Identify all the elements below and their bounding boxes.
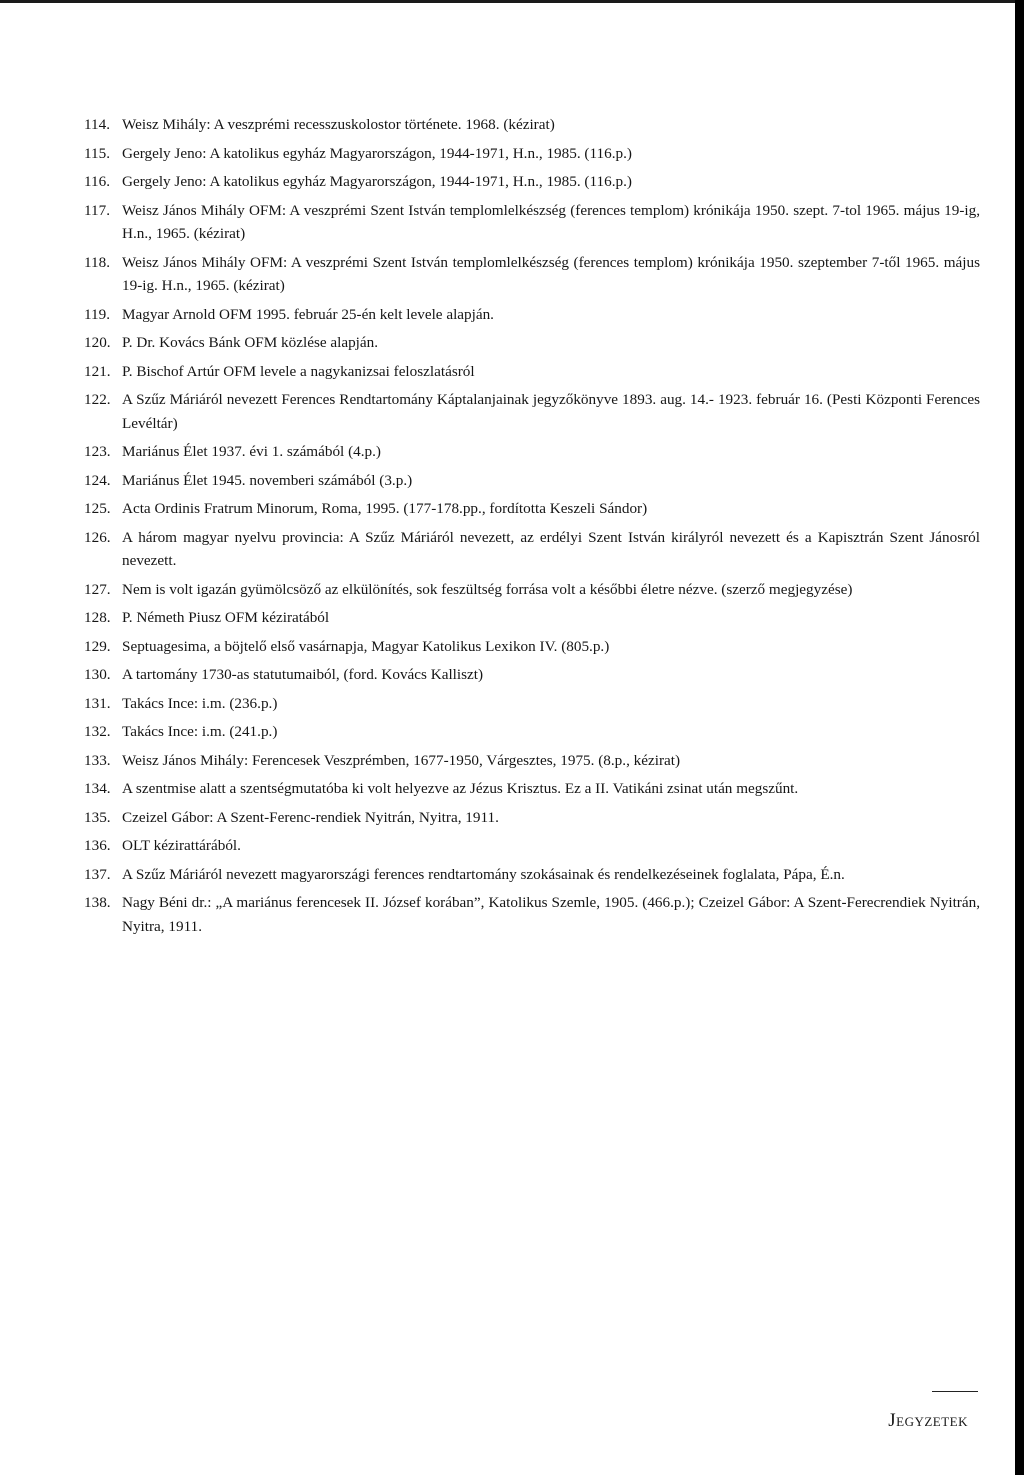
endnote-item <box>84 440 980 464</box>
endnote-text: Weisz János Mihály OFM: A veszprémi Szent István templomlelkészség (ferences templom) krónikája 1950. szept. 7-tol 1965. május 19-ig, H.n., 1965. (kézirat) <box>122 201 980 242</box>
endnote-item <box>84 720 980 744</box>
endnote-text: A szentmise alatt a szentségmutatóba ki volt helyezve az Jézus Krisztus. Ez a II. Vatikáni zsinat után megszűnt. <box>122 780 799 797</box>
endnote-text: Gergely Jeno: A katolikus egyház Magyarországon, 1944-1971, H.n., 1985. (116.p.) <box>122 173 632 190</box>
endnote-item <box>84 113 980 137</box>
endnote-text: Septuagesima, a böjtelő első vasárnapja, Magyar Katolikus Lexikon IV. (805.p.) <box>122 637 610 655</box>
endnote-item <box>84 749 980 773</box>
endnote-number: 133. <box>84 751 111 769</box>
endnote-text: Takács Ince: i.m. (241.p.) <box>122 723 278 740</box>
endnote-item <box>84 635 980 659</box>
endnote-text: OLT kézirattárából. <box>122 837 241 854</box>
endnote-text: A Szűz Máriáról nevezett magyarországi ferences rendtartomány szokásainak és rendelkezéseinek foglalata, Pápa, É.n. <box>122 865 845 883</box>
endnote-number: 130. <box>84 666 111 683</box>
endnote-number: 126. <box>84 528 111 546</box>
endnote-number: 135. <box>84 808 111 826</box>
endnote-number: 129. <box>84 637 111 655</box>
endnote-number: 115. <box>84 144 111 162</box>
endnote-text: Weisz Mihály: A veszprémi recesszuskolostor története. 1968. (kézirat) <box>122 116 555 133</box>
endnote-text: P. Dr. Kovács Bánk OFM közlése alapján. <box>122 334 379 351</box>
endnote-item <box>84 170 980 194</box>
endnote-item <box>84 891 980 938</box>
endnote-item <box>84 497 980 521</box>
endnote-item <box>84 777 980 801</box>
endnote-text: Nagy Béni dr.: „A mariánus ferencesek II. József korában”, Katolikus Szemle, 1905. (466.p.); Czeizel Gábor: A Szent-Ferecrendiek Nyitrán, Nyitra, 1911. <box>122 894 980 935</box>
endnote-number: 138. <box>84 894 111 911</box>
footer-rule <box>932 1391 978 1392</box>
endnote-number: 134. <box>84 780 111 797</box>
endnote-number: 132. <box>84 723 111 740</box>
endnote-number: 131. <box>84 694 111 712</box>
endnote-number: 119. <box>84 305 111 323</box>
endnote-item <box>84 578 980 602</box>
endnote-item <box>84 663 980 687</box>
endnote-item <box>84 526 980 573</box>
endnote-item <box>84 331 980 355</box>
endnote-item <box>84 606 980 630</box>
endnote-item <box>84 834 980 858</box>
endnote-text: Mariánus Élet 1937. évi 1. számából (4.p.) <box>122 443 381 460</box>
endnote-number: 117. <box>84 201 111 219</box>
endnotes-list <box>84 113 980 943</box>
endnote-text: P. Németh Piusz OFM kéziratából <box>122 609 330 626</box>
scan-top-edge <box>0 0 1024 3</box>
endnote-number: 120. <box>84 334 111 351</box>
endnote-text: Magyar Arnold OFM 1995. február 25-én kelt levele alapján. <box>122 305 494 323</box>
endnote-number: 128. <box>84 609 111 626</box>
endnote-text: Weisz János Mihály OFM: A veszprémi Szent István templomlelkészség (ferences templom) krónikája 1950. szeptember 7-től 1965. május 19-ig. H.n., 1965. (kézirat) <box>122 253 980 294</box>
endnote-text: Nem is volt igazán gyümölcsöző az elkülönítés, sok feszültség forrása volt a későbbi életre nézve. (szerző megjegyzése) <box>122 580 853 598</box>
endnote-text: P. Bischof Artúr OFM levele a nagykanizsai feloszlatásról <box>122 362 475 380</box>
endnote-number: 137. <box>84 865 111 883</box>
endnote-text: A tartomány 1730-as statutumaiból, (ford. Kovács Kalliszt) <box>122 666 484 683</box>
endnote-item <box>84 806 980 830</box>
endnote-text: Mariánus Élet 1945. novemberi számából (3.p.) <box>122 471 413 489</box>
endnote-number: 127. <box>84 580 111 598</box>
endnote-text: A Szűz Máriáról nevezett Ferences Rendtartomány Káptalanjainak jegyzőkönyve 1893. aug. 14.- 1923. február 16. (Pesti Központi Ferences Levéltár) <box>122 391 980 432</box>
endnote-text: Gergely Jeno: A katolikus egyház Magyarországon, 1944-1971, H.n., 1985. (116.p.) <box>122 144 632 162</box>
endnote-item <box>84 863 980 887</box>
endnote-item <box>84 388 980 435</box>
endnote-item <box>84 692 980 716</box>
scan-right-edge <box>1015 0 1024 1475</box>
endnote-number: 123. <box>84 443 111 460</box>
endnote-text: Weisz János Mihály: Ferencesek Veszprémben, 1677-1950, Várgesztes, 1975. (8.p., kézirat) <box>122 751 681 769</box>
endnote-item <box>84 360 980 384</box>
endnote-number: 122. <box>84 391 111 408</box>
endnote-number: 118. <box>84 253 111 271</box>
endnote-text: Takács Ince: i.m. (236.p.) <box>122 694 278 712</box>
endnote-item <box>84 251 980 298</box>
endnote-item <box>84 303 980 327</box>
endnote-number: 136. <box>84 837 111 854</box>
endnote-item <box>84 199 980 246</box>
endnote-number: 114. <box>84 116 111 133</box>
endnote-text: Acta Ordinis Fratrum Minorum, Roma, 1995. (177-178.pp., fordította Keszeli Sándor) <box>122 500 648 517</box>
endnote-item <box>84 142 980 166</box>
endnote-item <box>84 469 980 493</box>
endnote-text: Czeizel Gábor: A Szent-Ferenc-rendiek Nyitrán, Nyitra, 1911. <box>122 808 499 826</box>
endnote-text: A három magyar nyelvu provincia: A Szűz Máriáról nevezett, az erdélyi Szent István királyról nevezett és a Kapisztrán Szent Jánosról nevezett. <box>122 528 980 569</box>
endnote-number: 116. <box>84 173 111 190</box>
footer-section-label: Jegyzetek <box>888 1410 968 1431</box>
endnote-number: 121. <box>84 362 111 380</box>
endnote-number: 125. <box>84 500 111 517</box>
endnote-number: 124. <box>84 471 111 489</box>
